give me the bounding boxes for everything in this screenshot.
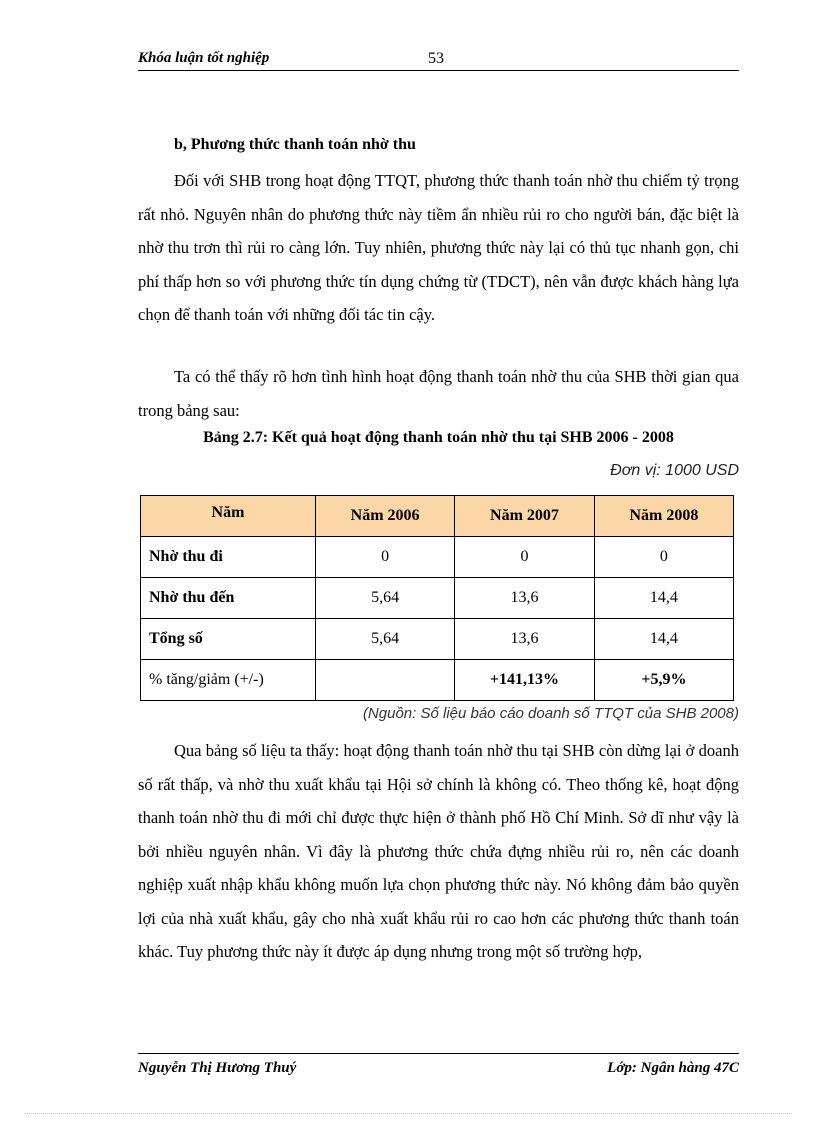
table-source: (Nguồn: Số liệu báo cáo doanh số TTQT của SHB 2008) [362,705,739,722]
data-table [140,495,734,701]
page-header [138,50,739,71]
row-label: % tăng/giảm (+/-) [141,660,316,701]
table-row [141,537,734,578]
page-footer [138,1053,739,1077]
table-cell: 0 [594,537,733,578]
table-header-row [141,496,734,537]
header-cell-year: Năm [141,496,316,537]
table-row [141,660,734,701]
footer-class: Lớp: Ngân hàng 47C [607,1060,739,1076]
header-cell-2006: Năm 2006 [316,496,455,537]
table-cell: 0 [455,537,595,578]
footer-author: Nguyễn Thị Hương Thuý [138,1060,297,1076]
paragraph-1: Đối với SHB trong hoạt động TTQT, phương thức thanh toán nhờ thu chiếm tỷ trọng rất nhỏ. Nguyên nhân do phương thức này tiềm ẩn nhiều rủi ro cho người bán, đặc biệt là nhờ thu trơn thì rủi ro càng lớn. Tuy nhiên, phương thức này lại có thủ tục nhanh gọn, chi phí thấp hơn so với phương thức tín dụng chứng từ (TDCT), nên vẫn được khách hàng lựa chọn để thanh toán với những đối tác tin cậy. [138,171,739,324]
section-title: b, Phương thức thanh toán nhờ thu [174,136,416,153]
table-unit: Đơn vị: 1000 USD [610,462,739,479]
page-number: 53 [428,50,444,67]
table-cell: 13,6 [455,619,595,660]
page-edge-divider [24,1113,792,1114]
paragraph-2: Ta có thể thấy rõ hơn tình hình hoạt động thanh toán nhờ thu của SHB thời gian qua trong bảng sau: [138,367,739,420]
table-cell: 5,64 [316,619,455,660]
table-cell [316,660,455,701]
table-cell: 14,4 [594,619,733,660]
header-title: Khóa luận tốt nghiệp [138,50,270,66]
table-cell: +141,13% [455,660,595,701]
table-cell: +5,9% [594,660,733,701]
row-label: Tổng số [141,619,316,660]
table-cell: 5,64 [316,578,455,619]
table-caption: Bảng 2.7: Kết quả hoạt động thanh toán nhờ thu tại SHB 2006 - 2008 [203,429,674,446]
header-cell-2008: Năm 2008 [594,496,733,537]
table-row [141,619,734,660]
paragraph-3: Qua bảng số liệu ta thấy: hoạt động thanh toán nhờ thu tại SHB còn dừng lại ở doanh số rất thấp, và nhờ thu xuất khẩu tại Hội sở chính là không có. Theo thống kê, hoạt động thanh toán nhờ thu đi mới chỉ được thực hiện ở thành phố Hồ Chí Minh. Sở dĩ như vậy là bởi nhiều nguyên nhân. Vì đây là phương thức chứa đựng nhiều rủi ro, nên các doanh nghiệp xuất nhập khẩu không muốn lựa chọn phương thức này. Nó không đảm bảo quyền lợi của nhà xuất khẩu, gây cho nhà xuất khẩu rủi ro cao hơn các phương thức thanh toán khác. Tuy phương thức này ít được áp dụng nhưng trong một số trường hợp, [138,741,739,961]
row-label: Nhờ thu đi [141,537,316,578]
table-row [141,578,734,619]
row-label: Nhờ thu đến [141,578,316,619]
header-cell-2007: Năm 2007 [455,496,595,537]
table-cell: 0 [316,537,455,578]
table-cell: 14,4 [594,578,733,619]
table-cell: 13,6 [455,578,595,619]
